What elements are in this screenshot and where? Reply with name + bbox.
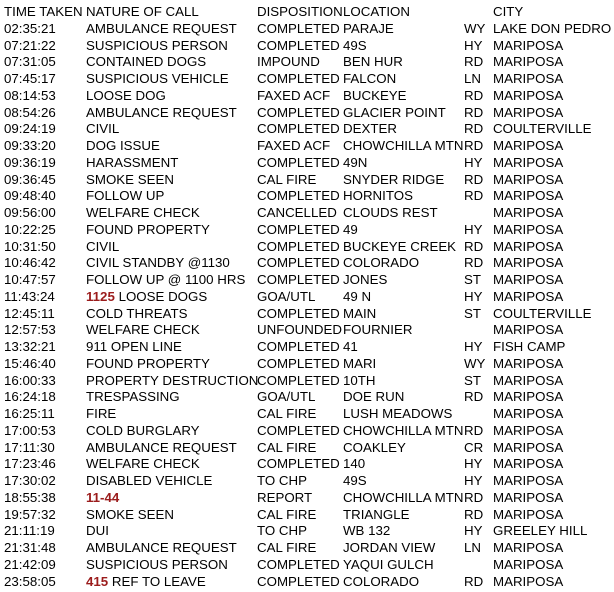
cell-city: FISH CAMP <box>493 339 566 354</box>
cell-nature-of-call <box>86 88 166 105</box>
cell-nature-of-call <box>86 406 116 423</box>
cell-time-taken: 09:48:40 <box>4 188 56 204</box>
table-row <box>4 222 612 239</box>
cell-city: MARIPOSA <box>493 288 564 304</box>
cell-location: COLORADO <box>343 573 420 589</box>
cell-city: MARIPOSA <box>493 104 564 120</box>
cell-time-taken: 19:57:32 <box>4 506 56 522</box>
cell-nature-of-call <box>86 188 164 205</box>
cell-city: MARIPOSA <box>493 171 564 187</box>
cell-city: MARIPOSA <box>493 422 564 438</box>
nature-text: SMOKE SEEN <box>86 171 174 187</box>
cell-nature-of-call <box>86 339 182 356</box>
cell-nature-of-call <box>86 507 174 524</box>
cell-nature-of-call <box>86 523 109 540</box>
cell-disposition: COMPLETED <box>257 355 340 371</box>
nature-text: COLD THREATS <box>86 305 188 321</box>
cell-disposition: TO CHP <box>257 473 307 488</box>
cell-disposition: COMPLETED <box>257 556 340 572</box>
cell-disposition: REPORT <box>257 489 313 505</box>
nature-text: SUSPICIOUS PERSON <box>86 556 228 572</box>
cell-nature-of-call <box>86 105 237 122</box>
table-row <box>4 21 612 38</box>
table-row <box>4 389 612 406</box>
cell-street-suffix: RD <box>464 54 484 70</box>
cell-street-suffix: RD <box>464 87 484 103</box>
cell-street-suffix: RD <box>464 573 484 589</box>
cell-location: CLOUDS REST <box>343 205 438 220</box>
cell-city: MARIPOSA <box>493 54 564 70</box>
cell-street-suffix: RD <box>464 255 484 271</box>
header-time-taken: TIME TAKEN <box>4 4 83 19</box>
cell-time-taken: 21:42:09 <box>4 556 56 572</box>
nature-text: LOOSE DOG <box>86 87 166 103</box>
cell-disposition: COMPLETED <box>257 339 340 354</box>
cell-location: MARI <box>343 355 377 371</box>
cell-street-suffix: HY <box>464 37 483 53</box>
header-row <box>4 4 612 21</box>
cell-location: COLORADO <box>343 255 420 271</box>
cell-disposition: UNFOUNDED <box>257 322 342 338</box>
table-row <box>4 306 612 323</box>
cell-time-taken: 18:55:38 <box>4 489 56 505</box>
cell-street-suffix: RD <box>464 422 484 438</box>
table-row <box>4 339 612 356</box>
cell-city: MARIPOSA <box>493 37 564 53</box>
cell-nature-of-call <box>86 540 237 557</box>
cell-nature-of-call <box>86 490 119 507</box>
cell-nature-of-call <box>86 289 207 306</box>
cell-disposition: COMPLETED <box>257 121 340 137</box>
cell-time-taken: 09:33:20 <box>4 138 56 153</box>
cell-city: MARIPOSA <box>493 188 564 204</box>
cell-location: GLACIER POINT <box>343 104 446 120</box>
cell-nature-of-call <box>86 239 119 256</box>
cell-street-suffix: HY <box>464 456 483 472</box>
cell-nature-of-call <box>86 222 210 239</box>
cell-nature-of-call <box>86 155 178 172</box>
table-row <box>4 540 612 557</box>
header-location: LOCATION <box>343 4 410 19</box>
cell-street-suffix: RD <box>464 489 484 505</box>
cell-city: MARIPOSA <box>493 489 564 505</box>
nature-text: WELFARE CHECK <box>86 322 200 338</box>
cell-time-taken: 12:57:53 <box>4 322 56 338</box>
cell-street-suffix: RD <box>464 389 484 405</box>
cell-location: COAKLEY <box>343 439 406 455</box>
cell-disposition: CAL FIRE <box>257 406 317 421</box>
cell-nature-of-call <box>86 456 200 473</box>
cell-city: MARIPOSA <box>493 221 564 237</box>
table-row <box>4 239 612 256</box>
cell-street-suffix: WY <box>464 20 486 36</box>
table-row <box>4 255 612 272</box>
cell-city: MARIPOSA <box>493 138 564 153</box>
cell-street-suffix: RD <box>464 121 484 137</box>
cell-nature-of-call <box>86 473 212 490</box>
cell-time-taken: 21:31:48 <box>4 540 56 555</box>
nature-text: AMBULANCE REQUEST <box>86 104 237 120</box>
cell-city: MARIPOSA <box>493 154 564 170</box>
nature-text: DOG ISSUE <box>86 138 160 153</box>
cell-time-taken: 09:24:19 <box>4 121 56 137</box>
cell-location: 49S <box>343 37 367 53</box>
nature-text: AMBULANCE REQUEST <box>86 540 237 555</box>
cell-location: FALCON <box>343 71 397 86</box>
cell-nature-of-call <box>86 440 237 457</box>
cell-city: MARIPOSA <box>493 540 564 555</box>
nature-text: CONTAINED DOGS <box>86 54 207 70</box>
cell-time-taken: 02:35:21 <box>4 20 56 36</box>
cell-city: MARIPOSA <box>493 87 564 103</box>
cell-disposition: COMPLETED <box>257 573 340 589</box>
table-row <box>4 440 612 457</box>
cell-nature-of-call <box>86 574 206 591</box>
cell-time-taken: 23:58:05 <box>4 573 56 589</box>
cell-location: CHOWCHILLA MTN <box>343 138 464 153</box>
table-row <box>4 138 612 155</box>
cell-nature-of-call <box>86 389 180 406</box>
cell-nature-of-call <box>86 306 187 323</box>
cell-street-suffix: HY <box>464 339 483 354</box>
table-row <box>4 172 612 189</box>
cell-time-taken: 07:21:22 <box>4 37 56 53</box>
nature-text: PROPERTY DESTRUCTION <box>86 372 259 388</box>
nature-text: CIVIL STANDBY @1130 <box>86 255 230 271</box>
cell-location: MAIN <box>343 305 377 321</box>
cell-time-taken: 09:36:19 <box>4 154 56 170</box>
cell-time-taken: 16:24:18 <box>4 389 56 405</box>
cell-street-suffix: HY <box>464 473 483 488</box>
table-row <box>4 38 612 55</box>
nature-text: SMOKE SEEN <box>86 506 174 522</box>
cell-location: 49 <box>343 221 358 237</box>
nature-text: TRESPASSING <box>86 389 180 405</box>
cell-city: MARIPOSA <box>493 322 564 338</box>
cell-street-suffix: HY <box>464 154 483 170</box>
cell-time-taken: 16:25:11 <box>4 406 55 421</box>
cell-disposition: COMPLETED <box>257 255 340 271</box>
cell-city: MARIPOSA <box>493 506 564 522</box>
table-row <box>4 88 612 105</box>
cell-nature-of-call <box>86 71 229 88</box>
cell-street-suffix: WY <box>464 355 486 371</box>
nature-text: HARASSMENT <box>86 154 179 170</box>
table-row <box>4 289 612 306</box>
cell-city: MARIPOSA <box>493 456 564 472</box>
cell-disposition: COMPLETED <box>257 305 340 321</box>
cell-time-taken: 15:46:40 <box>4 355 56 371</box>
cell-disposition: COMPLETED <box>257 238 340 254</box>
cell-disposition: GOA/UTL <box>257 288 316 304</box>
cell-street-suffix: RD <box>464 506 484 522</box>
call-rows <box>4 21 612 591</box>
nature-text: DISABLED VEHICLE <box>86 473 213 488</box>
cell-nature-of-call <box>86 356 210 373</box>
call-log <box>4 4 612 590</box>
cell-nature-of-call <box>86 272 245 289</box>
cell-street-suffix: LN <box>464 71 481 86</box>
cell-time-taken: 07:31:05 <box>4 54 56 70</box>
cell-street-suffix: RD <box>464 104 484 120</box>
cell-nature-of-call <box>86 38 228 55</box>
nature-text: CIVIL <box>86 121 120 137</box>
cell-city: MARIPOSA <box>493 355 564 371</box>
cell-city: COULTERVILLE <box>493 121 592 137</box>
cell-location: LUSH MEADOWS <box>343 406 453 421</box>
cell-nature-of-call <box>86 205 200 222</box>
table-row <box>4 373 612 390</box>
cell-location: 49N <box>343 154 368 170</box>
cell-city: MARIPOSA <box>493 238 564 254</box>
cell-nature-of-call <box>86 138 160 155</box>
cell-street-suffix: HY <box>464 221 483 237</box>
cell-disposition: COMPLETED <box>257 456 340 472</box>
cell-street-suffix: RD <box>464 238 484 254</box>
cell-location: 49 N <box>343 288 372 304</box>
cell-city: MARIPOSA <box>493 473 564 488</box>
cell-location: 41 <box>343 339 358 354</box>
radio-code: 415 <box>86 573 109 589</box>
nature-text: DUI <box>86 523 109 539</box>
cell-city: MARIPOSA <box>493 573 564 589</box>
cell-location: 49S <box>343 473 367 488</box>
cell-street-suffix: CR <box>464 439 484 455</box>
cell-city: MARIPOSA <box>493 71 564 86</box>
cell-time-taken: 17:23:46 <box>4 456 56 472</box>
table-row <box>4 456 612 473</box>
cell-disposition: COMPLETED <box>257 104 340 120</box>
cell-time-taken: 10:31:50 <box>4 238 56 254</box>
cell-disposition: CAL FIRE <box>257 171 317 187</box>
cell-nature-of-call <box>86 121 119 138</box>
cell-nature-of-call <box>86 172 174 189</box>
cell-location: YAQUI GULCH <box>343 556 434 572</box>
cell-location: JORDAN VIEW <box>343 540 436 555</box>
table-row <box>4 523 612 540</box>
header-city: CITY <box>493 4 524 19</box>
cell-street-suffix: ST <box>464 272 481 287</box>
cell-city: MARIPOSA <box>493 255 564 271</box>
cell-nature-of-call <box>86 54 206 71</box>
nature-text: 911 OPEN LINE <box>86 339 182 354</box>
cell-city: MARIPOSA <box>493 372 564 388</box>
cell-disposition: FAXED ACF <box>257 138 331 153</box>
cell-city: MARIPOSA <box>493 205 564 220</box>
cell-nature-of-call <box>86 373 258 390</box>
cell-disposition: CAL FIRE <box>257 506 317 522</box>
table-row <box>4 205 612 222</box>
nature-text: COLD BURGLARY <box>86 422 200 438</box>
cell-street-suffix: RD <box>464 188 484 204</box>
cell-time-taken: 10:22:25 <box>4 221 56 237</box>
table-row <box>4 423 612 440</box>
cell-nature-of-call <box>86 21 237 38</box>
table-row <box>4 473 612 490</box>
nature-text: WELFARE CHECK <box>86 205 200 220</box>
cell-disposition: CANCELLED <box>257 205 337 220</box>
cell-disposition: TO CHP <box>257 523 307 539</box>
cell-location: SNYDER RIDGE <box>343 171 445 187</box>
cell-disposition: COMPLETED <box>257 372 340 388</box>
cell-time-taken: 08:14:53 <box>4 87 56 103</box>
cell-location: HORNITOS <box>343 188 413 204</box>
cell-time-taken: 07:45:17 <box>4 71 56 86</box>
cell-disposition: COMPLETED <box>257 272 340 287</box>
radio-code: 1125 <box>86 288 115 304</box>
cell-location: PARAJE <box>343 20 394 36</box>
table-row <box>4 54 612 71</box>
cell-location: BEN HUR <box>343 54 403 70</box>
cell-street-suffix: RD <box>464 171 484 187</box>
cell-time-taken: 17:11:30 <box>4 439 55 455</box>
cell-disposition: COMPLETED <box>257 37 340 53</box>
cell-time-taken: 08:54:26 <box>4 104 56 120</box>
table-row <box>4 557 612 574</box>
cell-street-suffix: RD <box>464 138 484 153</box>
table-row <box>4 322 612 339</box>
cell-time-taken: 21:11:19 <box>4 523 55 539</box>
cell-location: 140 <box>343 456 366 472</box>
cell-disposition: COMPLETED <box>257 20 340 36</box>
cell-street-suffix: HY <box>464 523 483 539</box>
nature-text: FIRE <box>86 406 117 421</box>
cell-street-suffix: ST <box>464 372 481 388</box>
cell-disposition: COMPLETED <box>257 154 340 170</box>
cell-nature-of-call <box>86 423 200 440</box>
radio-code: 11-44 <box>86 489 120 505</box>
table-row <box>4 155 612 172</box>
cell-location: DOE RUN <box>343 389 405 405</box>
table-row <box>4 272 612 289</box>
cell-city: LAKE DON PEDRO <box>493 20 612 36</box>
cell-time-taken: 09:56:00 <box>4 205 56 220</box>
header-nature-of-call: NATURE OF CALL <box>86 4 199 19</box>
cell-location: 10TH <box>343 372 376 388</box>
cell-nature-of-call <box>86 322 200 339</box>
nature-text: AMBULANCE REQUEST <box>86 439 237 455</box>
cell-disposition: COMPLETED <box>257 422 340 438</box>
nature-text: FOLLOW UP <box>86 188 165 204</box>
cell-disposition: IMPOUND <box>257 54 320 70</box>
cell-location: CHOWCHILLA MTN <box>343 489 464 505</box>
table-row <box>4 121 612 138</box>
cell-nature-of-call <box>86 557 228 574</box>
cell-time-taken: 11:43:24 <box>4 288 55 304</box>
cell-time-taken: 17:30:02 <box>4 473 56 488</box>
cell-city: MARIPOSA <box>493 439 564 455</box>
cell-time-taken: 16:00:33 <box>4 372 56 388</box>
table-row <box>4 188 612 205</box>
cell-time-taken: 12:45:11 <box>4 305 55 321</box>
nature-text: SUSPICIOUS VEHICLE <box>86 71 229 86</box>
table-row <box>4 490 612 507</box>
table-row <box>4 507 612 524</box>
cell-city: MARIPOSA <box>493 556 564 572</box>
cell-disposition: COMPLETED <box>257 221 340 237</box>
cell-location: DEXTER <box>343 121 397 137</box>
nature-text: REF TO LEAVE <box>111 573 206 589</box>
cell-street-suffix: ST <box>464 305 481 321</box>
table-row <box>4 71 612 88</box>
cell-city: MARIPOSA <box>493 272 564 287</box>
nature-text: FOLLOW UP @ 1100 HRS <box>86 272 246 287</box>
nature-text: LOOSE DOGS <box>118 288 208 304</box>
cell-disposition: FAXED ACF <box>257 87 331 103</box>
nature-text: CIVIL <box>86 238 120 254</box>
cell-time-taken: 17:00:53 <box>4 422 56 438</box>
cell-city: COULTERVILLE <box>493 305 592 321</box>
nature-text: SUSPICIOUS PERSON <box>86 37 228 53</box>
cell-street-suffix: LN <box>464 540 481 555</box>
cell-time-taken: 10:46:42 <box>4 255 56 271</box>
cell-location: FOURNIER <box>343 322 413 338</box>
cell-disposition: CAL FIRE <box>257 540 317 555</box>
table-row <box>4 574 612 591</box>
nature-text: AMBULANCE REQUEST <box>86 20 237 36</box>
cell-location: BUCKEYE <box>343 87 407 103</box>
table-row <box>4 105 612 122</box>
table-row <box>4 356 612 373</box>
nature-text: FOUND PROPERTY <box>86 221 210 237</box>
cell-street-suffix: HY <box>464 288 483 304</box>
cell-time-taken: 10:47:57 <box>4 272 56 287</box>
cell-location: TRIANGLE <box>343 506 410 522</box>
cell-time-taken: 13:32:21 <box>4 339 56 354</box>
cell-city: MARIPOSA <box>493 389 564 405</box>
cell-city: GREELEY HILL <box>493 523 588 539</box>
nature-text: FOUND PROPERTY <box>86 355 210 371</box>
nature-text: WELFARE CHECK <box>86 456 200 472</box>
cell-location: JONES <box>343 272 388 287</box>
cell-disposition: CAL FIRE <box>257 439 317 455</box>
header-disposition: DISPOSITION <box>257 4 343 19</box>
cell-nature-of-call <box>86 255 230 272</box>
cell-disposition: GOA/UTL <box>257 389 316 405</box>
table-row <box>4 406 612 423</box>
cell-disposition: COMPLETED <box>257 188 340 204</box>
cell-city: MARIPOSA <box>493 406 564 421</box>
cell-location: WB 132 <box>343 523 391 539</box>
cell-disposition: COMPLETED <box>257 71 340 86</box>
cell-location: CHOWCHILLA MTN <box>343 422 464 438</box>
cell-location: BUCKEYE CREEK <box>343 238 457 254</box>
cell-time-taken: 09:36:45 <box>4 171 56 187</box>
